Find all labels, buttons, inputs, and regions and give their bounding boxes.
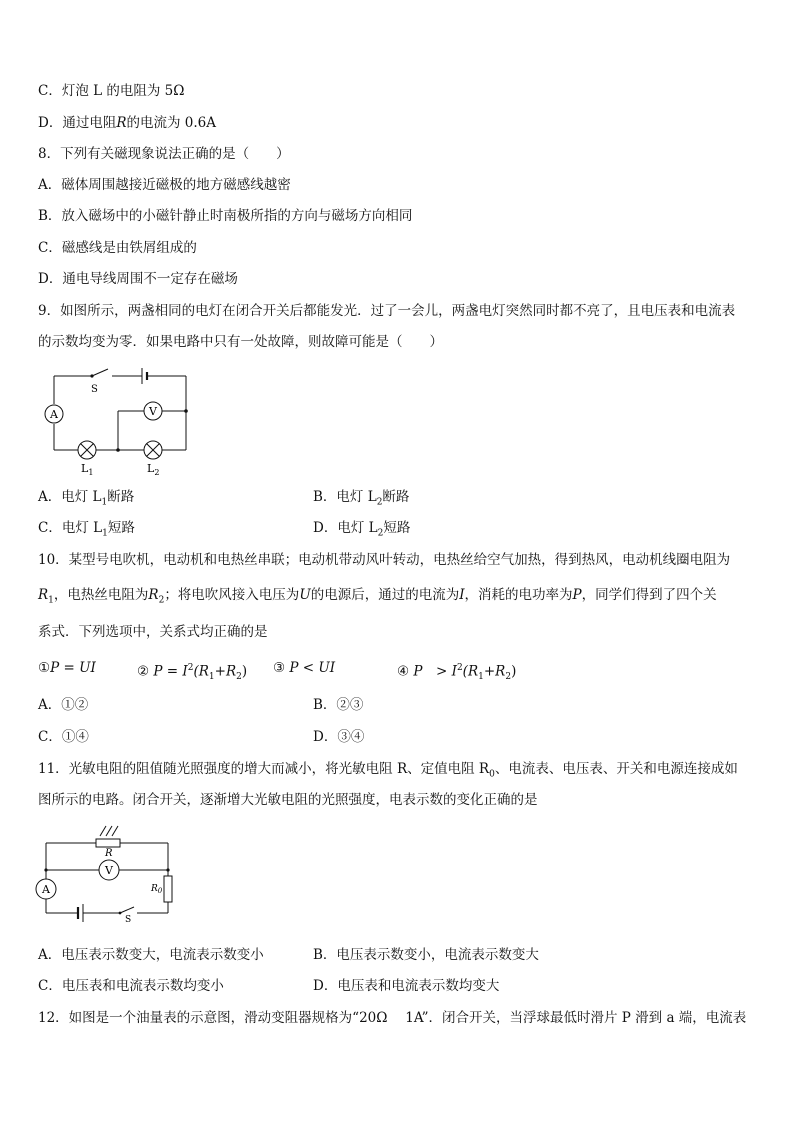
q11-option-d: D．电压表和电流表示数均变大 bbox=[313, 978, 500, 994]
q10-formula-3: ③ P < UI bbox=[273, 660, 336, 676]
q9-stem-line2: 的示数均变为零．如果电路中只有一处故障，则故障可能是（ ） bbox=[38, 334, 443, 350]
voltmeter-label: V bbox=[149, 405, 157, 418]
q8-stem: 8．下列有关磁现象说法正确的是（ ） bbox=[38, 146, 290, 162]
q8-option-b: B．放入磁场中的小磁针静止时南极所指的方向与磁场方向相同 bbox=[38, 208, 413, 224]
q12-stem-line1: 12．如图是一个油量表的示意图，滑动变阻器规格为“20Ω 1A”．闭合开关，当浮球最低时滑片 P 滑到 a 端，电流表 bbox=[38, 1010, 747, 1026]
q10-option-d: D．③④ bbox=[313, 729, 365, 745]
q9-option-b: B．电灯 $L_2$断路 bbox=[313, 489, 410, 508]
q9-option-d: D．电灯 $L_2$短路 bbox=[313, 520, 411, 539]
q8-option-d: D．通电导线周围不一定存在磁场 bbox=[38, 271, 238, 287]
q10-stem-line1: 10．某型号电吹机，电动机和电热丝串联；电动机带动风叶转动，电热丝给空气加热，得到热风，电动机线圈电阻为 bbox=[38, 552, 731, 568]
q10-formula-2: ② $P = I^2(R_1+R_2)$ bbox=[137, 663, 248, 683]
photoresistor-symbol bbox=[96, 839, 120, 847]
q9-option-a: A．电灯 $L_1$断路 bbox=[38, 489, 135, 508]
q10-option-a: A．①② bbox=[38, 697, 89, 713]
q9-circuit-diagram bbox=[40, 364, 200, 480]
q10-formula-4: ④ P > $I^2(R_1+R_2)$ bbox=[397, 663, 517, 683]
q10-formula-1: ①P = UI bbox=[38, 660, 96, 676]
switch-label: S bbox=[91, 384, 98, 395]
q7-option-d: D．通过电阻R的电流为 0.6A bbox=[38, 115, 217, 131]
q9-option-c: C．电灯 $L_1$短路 bbox=[38, 520, 135, 539]
q10-stem-line2: $R_1$，电热丝电阻为$R_2$；将电吹风接入电压为U的电源后，通过的电流为I，消耗的电功率为P，同学们得到了四个关 bbox=[38, 587, 717, 606]
lamp1-label: $L_1$ bbox=[81, 462, 94, 477]
q11-option-c: C．电压表和电流表示数均变小 bbox=[38, 978, 224, 994]
q8-option-a: A．磁体周围越接近磁极的地方磁感线越密 bbox=[38, 177, 291, 193]
lamp2-label: $L_2$ bbox=[147, 462, 160, 477]
q10-stem-line3: 系式．下列选项中，关系式均正确的是 bbox=[38, 624, 268, 640]
q11-option-a: A．电压表示数变大，电流表示数变小 bbox=[38, 947, 264, 963]
switch-label: S bbox=[125, 915, 132, 922]
q11-circuit-diagram bbox=[34, 820, 184, 922]
q11-option-b: B．电压表示数变小，电流表示数变大 bbox=[313, 947, 539, 963]
q10-option-b: B．②③ bbox=[313, 697, 364, 713]
q11-stem-line2: 图所示的电路。闭合开关，逐渐增大光敏电阻的光照强度，电表示数的变化正确的是 bbox=[38, 792, 538, 808]
fixed-resistor-symbol bbox=[164, 876, 172, 902]
q9-stem-line1: 9．如图所示，两盏相同的电灯在闭合开关后都能发光．过了一会儿，两盏电灯突然同时都不亮了，且电压表和电流表 bbox=[38, 303, 736, 319]
q7-option-c: C．灯泡 L 的电阻为 5Ω bbox=[38, 83, 185, 99]
q11-stem-line1: 11．光敏电阻的阻值随光照强度的增大而减小，将光敏电阻 R、定值电阻 $R_0$、电流表、电压表、开关和电源连接成如 bbox=[38, 761, 738, 780]
ammeter-label: A bbox=[42, 883, 50, 896]
voltmeter-label: V bbox=[105, 864, 113, 877]
fixed-resistor-label: $R_0$ bbox=[151, 884, 163, 895]
q8-option-c: C．磁感线是由铁屑组成的 bbox=[38, 240, 197, 256]
ammeter-label: A bbox=[50, 408, 58, 421]
photoresistor-label: R bbox=[105, 848, 113, 859]
q10-option-c: C．①④ bbox=[38, 729, 89, 745]
